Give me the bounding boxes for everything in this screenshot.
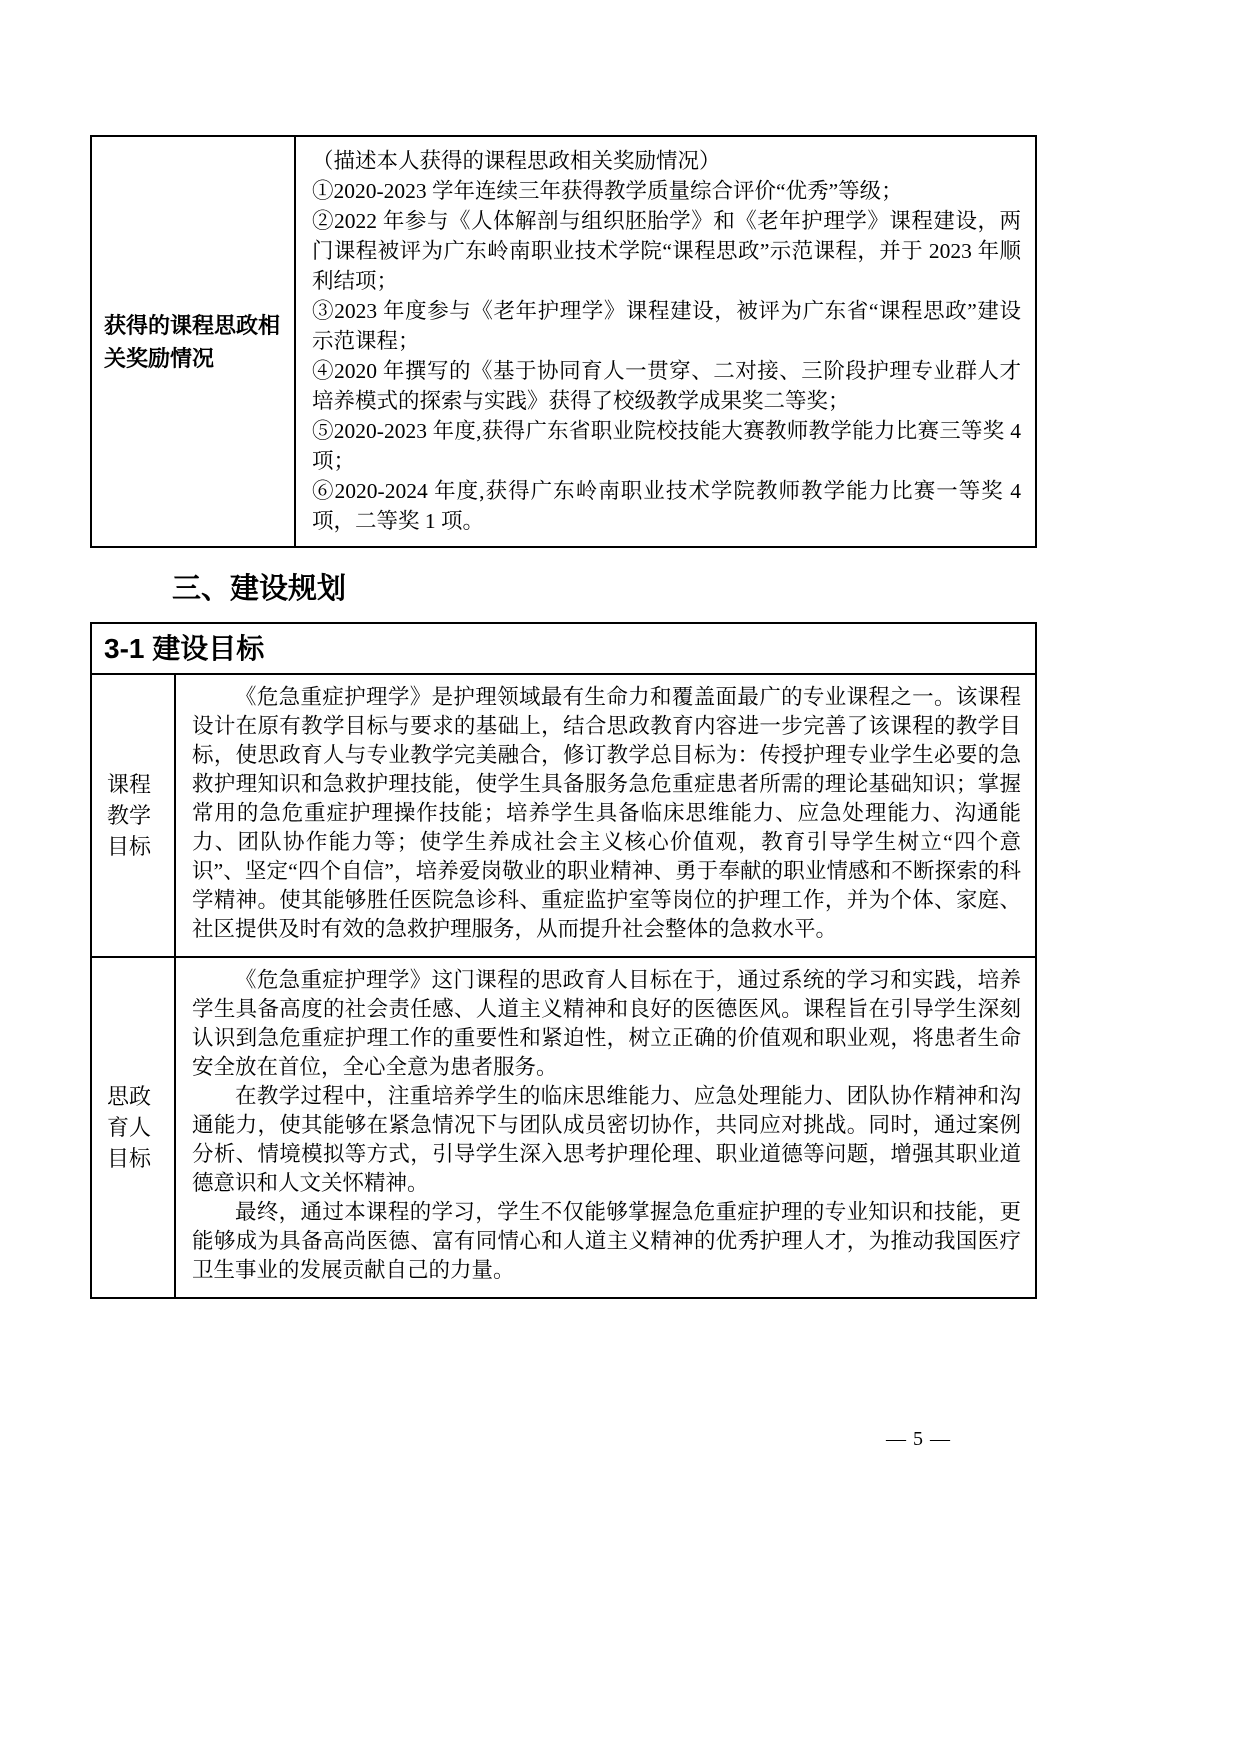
award-item-4: ④2020 年撰写的《基于协同育人一贯穿、二对接、三阶段护理专业群人才培养模式的探索与实践》获得了校级教学成果奖二等奖；: [312, 359, 1021, 413]
ideological-goal-paragraph-1: 《危急重症护理学》这门课程的思政育人目标在于，通过系统的学习和实践，培养学生具备高度的社会责任感、人道主义精神和良好的医德医风。课程旨在引导学生深刻认识到急危重症护理工作的重要性和紧迫性，树立正确的价值观和职业观，将患者生命安全放在首位，全心全意为患者服务。: [192, 968, 1021, 1079]
awards-row-content: [296, 137, 1035, 546]
goals-row-teaching: [92, 675, 1035, 956]
teaching-goal-content: [176, 675, 1035, 956]
award-item-1: ①2020-2023 学年连续三年获得教学质量综合评价“优秀”等级；: [312, 179, 903, 203]
goals-table-title: 3-1 建设目标: [92, 624, 1035, 675]
ideological-goal-paragraph-2: 在教学过程中，注重培养学生的临床思维能力、应急处理能力、团队协作精神和沟通能力，使其能够在紧急情况下与团队成员密切协作，共同应对挑战。同时，通过案例分析、情境模拟等方式，引导学生深入思考护理伦理、职业道德等问题，增强其职业道德意识和人文关怀精神。: [192, 1084, 1021, 1195]
ideological-goal-paragraph-3: 最终，通过本课程的学习，学生不仅能够掌握急危重症护理的专业知识和技能，更能够成为具备高尚医德、富有同情心和人道主义精神的优秀护理人才，为推动我国医疗卫生事业的发展贡献自己的力量。: [192, 1200, 1021, 1282]
awards-row-label: 获得的课程思政相关奖励情况: [92, 137, 296, 546]
page-content: [90, 135, 1037, 1299]
teaching-goal-label: 课程教学目标: [92, 675, 176, 956]
page-number: — 5 —: [886, 1428, 951, 1450]
goals-table: [90, 622, 1037, 1299]
awards-intro-line: （描述本人获得的课程思政相关奖励情况）: [312, 149, 721, 173]
ideological-goal-content: [176, 958, 1035, 1297]
award-item-5: ⑤2020-2023 年度,获得广东省职业院校技能大赛教师教学能力比赛三等奖 4 项；: [312, 419, 1021, 473]
goals-row-ideological: [92, 956, 1035, 1297]
award-item-2: ②2022 年参与《人体解剖与组织胚胎学》和《老年护理学》课程建设，两门课程被评为广东岭南职业技术学院“课程思政”示范课程，并于 2023 年顺利结项；: [312, 209, 1021, 293]
section-heading: 三、建设规划: [172, 573, 347, 605]
award-item-3: ③2023 年度参与《老年护理学》课程建设，被评为广东省“课程思政”建设示范课程；: [312, 299, 1021, 353]
awards-table: [90, 135, 1037, 548]
teaching-goal-paragraph: 《危急重症护理学》是护理领域最有生命力和覆盖面最广的专业课程之一。该课程设计在原有教学目标与要求的基础上，结合思政教育内容进一步完善了该课程的教学目标，使思政育人与专业教学完美融合，修订教学总目标为：传授护理专业学生必要的急救护理知识和急救护理技能，使学生具备服务急危重症患者所需的理论基础知识；掌握常用的急危重症护理操作技能；培养学生具备临床思维能力、应急处理能力、沟通能力、团队协作能力等；使学生养成社会主义核心价值观，教育引导学生树立“四个意识”、坚定“四个自信”，培养爱岗敬业的职业精神、勇于奉献的职业情感和不断探索的科学精神。使其能够胜任医院急诊科、重症监护室等岗位的护理工作，并为个体、家庭、社区提供及时有效的急救护理服务，从而提升社会整体的急救水平。: [192, 685, 1021, 941]
ideological-goal-label: 思政育人目标: [92, 958, 176, 1297]
award-item-6: ⑥2020-2024 年度,获得广东岭南职业技术学院教师教学能力比赛一等奖 4 项，二等奖 1 项。: [312, 479, 1021, 533]
